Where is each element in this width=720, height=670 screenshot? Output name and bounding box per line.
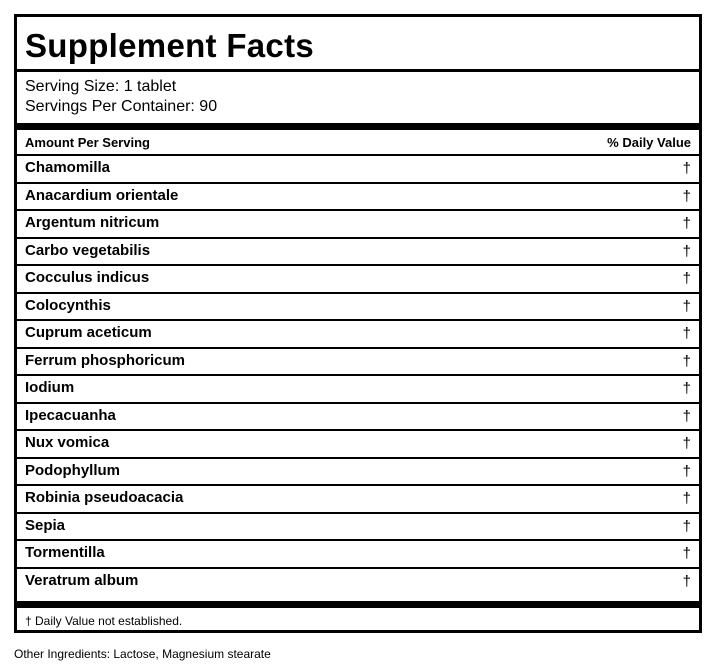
ingredient-row (17, 484, 699, 512)
ingredient-name: Nux vomica (25, 434, 110, 451)
servings-per-container: Servings Per Container: 90 (25, 98, 218, 115)
other-ingredients: Other Ingredients: Lactose, Magnesium stearate (14, 647, 271, 661)
title-divider (17, 69, 699, 72)
ingredient-name: Ipecacuanha (25, 406, 116, 424)
ingredient-name: Tormentilla (25, 544, 105, 561)
ingredient-daily-value: † (682, 187, 691, 205)
ingredient-row (17, 374, 699, 402)
column-header (17, 131, 699, 156)
ingredient-row (17, 209, 699, 237)
ingredient-daily-value: † (682, 517, 691, 535)
ingredient-daily-value: † (682, 297, 691, 315)
ingredient-daily-value: † (682, 462, 691, 480)
ingredient-row (17, 567, 699, 595)
ingredient-daily-value: † (682, 270, 691, 287)
ingredient-row (17, 512, 699, 540)
ingredient-name: Sepia (25, 516, 66, 534)
ingredient-daily-value: † (682, 407, 691, 425)
ingredient-name: Robinia pseudoacacia (25, 489, 184, 506)
ingredient-daily-value: † (682, 545, 691, 562)
ingredient-daily-value: † (682, 435, 691, 452)
ingredient-name: Colocynthis (25, 296, 111, 314)
supplement-facts-panel (14, 14, 702, 633)
ingredient-row (17, 264, 699, 292)
ingredient-daily-value: † (682, 242, 691, 260)
ingredient-name: Podophyllum (25, 461, 120, 479)
ingredient-row (17, 347, 699, 375)
ingredient-row (17, 154, 699, 182)
panel-title: Supplement Facts (25, 27, 315, 64)
thick-divider-top (17, 123, 699, 130)
amount-per-serving-header: Amount Per Serving (25, 135, 150, 150)
ingredient-list (17, 154, 699, 594)
ingredient-daily-value: † (682, 325, 691, 342)
ingredient-name: Carbo vegetabilis (25, 241, 151, 259)
ingredient-daily-value: † (682, 380, 691, 397)
thick-divider-bottom (17, 601, 699, 608)
ingredient-name: Iodium (25, 379, 75, 396)
ingredient-name: Chamomilla (25, 159, 111, 176)
ingredient-daily-value: † (682, 572, 691, 590)
ingredient-row (17, 237, 699, 265)
ingredient-daily-value: † (682, 490, 691, 507)
ingredient-name: Ferrum phosphoricum (25, 351, 186, 369)
ingredient-row (17, 402, 699, 430)
daily-value-header: % Daily Value (607, 135, 691, 150)
serving-size: Serving Size: 1 tablet (25, 78, 177, 95)
ingredient-row (17, 292, 699, 320)
footnote: † Daily Value not established. (25, 614, 183, 628)
ingredient-row (17, 319, 699, 347)
ingredient-daily-value: † (682, 215, 691, 232)
ingredient-name: Cuprum aceticum (25, 324, 152, 341)
ingredient-name: Argentum nitricum (25, 214, 160, 231)
ingredient-name: Cocculus indicus (25, 269, 150, 286)
ingredient-daily-value: † (682, 352, 691, 370)
ingredient-row (17, 429, 699, 457)
ingredient-row (17, 457, 699, 485)
ingredient-name: Anacardium orientale (25, 186, 179, 204)
ingredient-row (17, 539, 699, 567)
ingredient-name: Veratrum album (25, 571, 139, 589)
ingredient-row (17, 182, 699, 210)
ingredient-daily-value: † (682, 160, 691, 177)
